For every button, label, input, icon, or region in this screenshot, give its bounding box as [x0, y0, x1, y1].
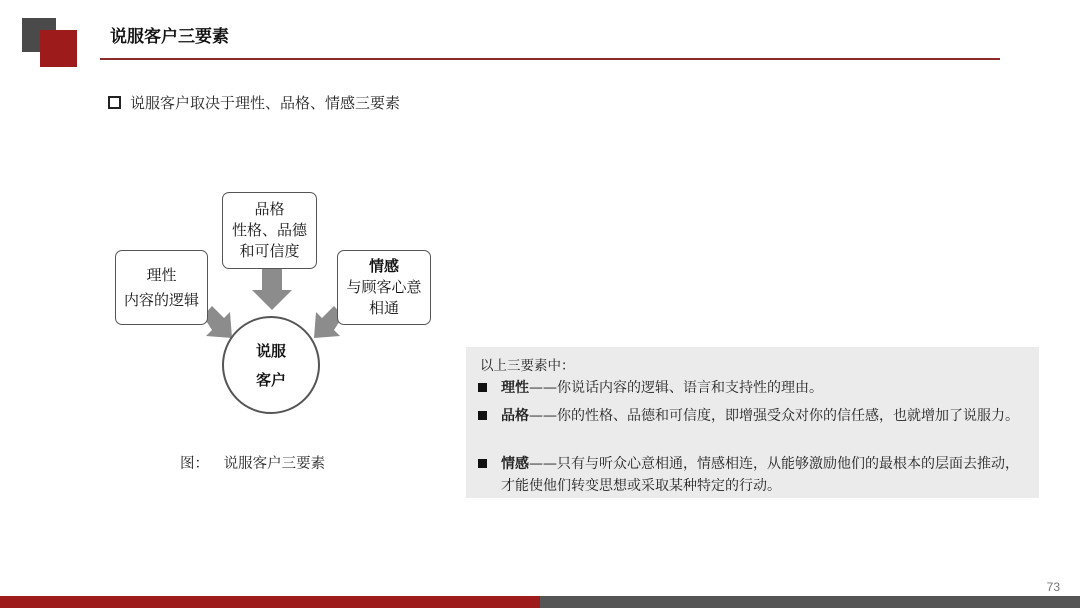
square-bullet-icon: [478, 459, 487, 468]
bullet-text: ——你说话内容的逻辑、语言和支持性的理由。: [529, 380, 823, 396]
bullet-character: [478, 405, 1027, 427]
footer-bar-red: [0, 596, 540, 608]
node-character: [222, 192, 317, 269]
bullet-key: 品格: [501, 408, 529, 424]
panel-heading: 以上三要素中：: [480, 358, 575, 374]
bullet-key: 理性: [501, 380, 529, 396]
bullet-emotion: [478, 453, 1027, 497]
node-character-desc1: 性格、品德: [231, 221, 307, 239]
summary-panel: [466, 347, 1039, 498]
bullet-text: ——只有与听众心意相通，情感相连，从能够激励他们的最根本的层面去推动，才能使他们转变思想或采取某种特定的行动。: [501, 456, 1019, 494]
center-circle: [222, 316, 320, 414]
intro-line: [108, 92, 400, 113]
node-emotion-title: 情感: [368, 257, 399, 275]
header-square-red: [40, 30, 77, 67]
page-title: 说服客户三要素: [110, 27, 229, 47]
square-bullet-icon: [478, 383, 487, 392]
node-character-desc2: 和可信度: [239, 242, 300, 260]
center-line1: 说服: [255, 342, 286, 360]
footer-bar-gray: [540, 596, 1080, 608]
node-emotion-desc2: 相通: [368, 299, 399, 317]
bullet-key: 情感: [501, 456, 529, 472]
page-number: 73: [1046, 580, 1060, 594]
checkbox-bullet-icon: [108, 96, 121, 109]
intro-text: 说服客户取决于理性、品格、情感三要素: [130, 94, 401, 112]
figure-caption: 图： 说服客户三要素: [180, 456, 326, 472]
node-character-title: 品格: [254, 200, 285, 218]
node-emotion: [337, 250, 431, 325]
square-bullet-icon: [478, 411, 487, 420]
bullet-reason: [478, 377, 1027, 399]
node-emotion-desc1: 与顾客心意: [346, 278, 422, 296]
node-reason: [115, 250, 208, 325]
arrow-down-icon: [252, 267, 292, 310]
title-underline: [100, 58, 1000, 60]
bullet-text: ——你的性格、品德和可信度，即增强受众对你的信任感，也就增加了说服力。: [529, 408, 1019, 424]
node-reason-desc: 内容的逻辑: [123, 290, 199, 309]
center-line2: 客户: [255, 371, 286, 389]
node-reason-title: 理性: [146, 265, 177, 284]
